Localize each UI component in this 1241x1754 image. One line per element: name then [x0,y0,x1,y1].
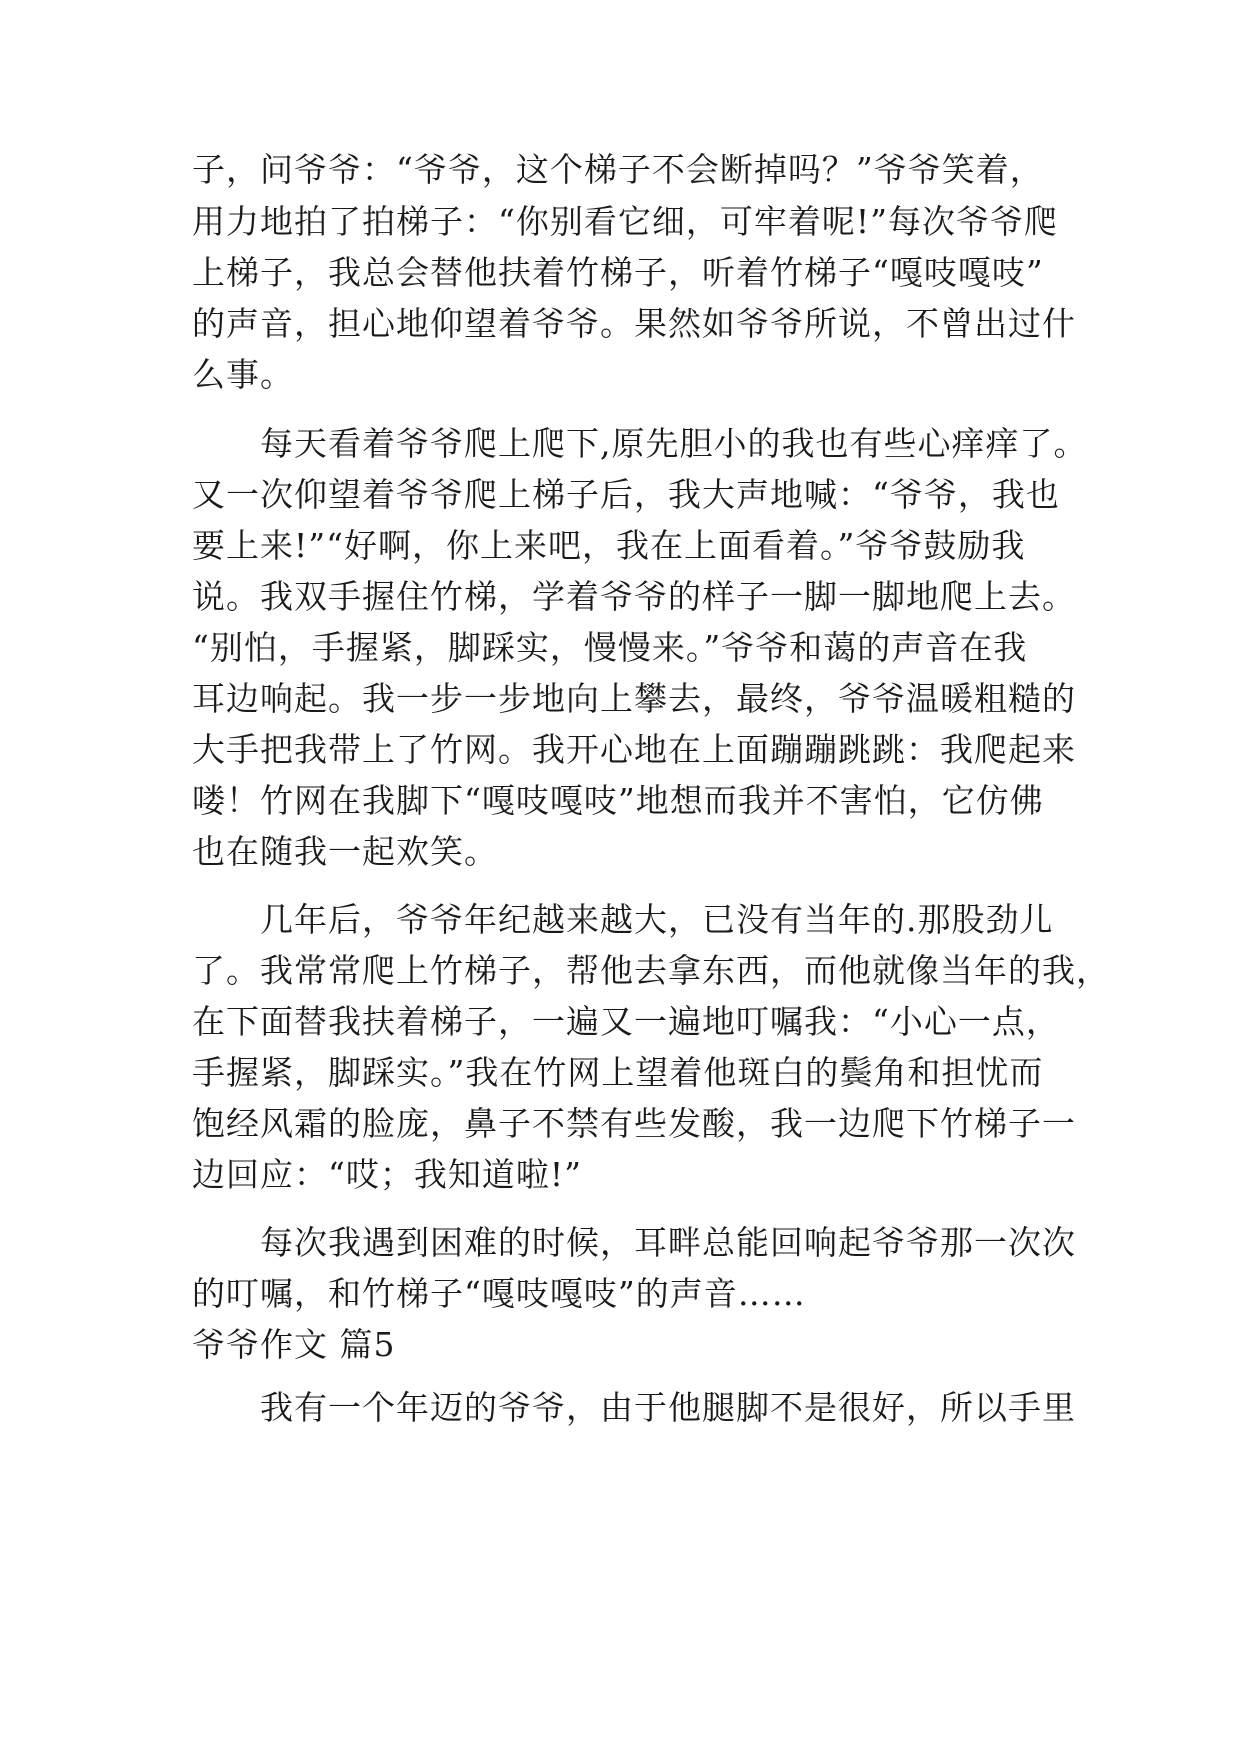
text-line: 边回应：“哎；我知道啦!” [192,1155,583,1194]
text-line: 了。我常常爬上竹梯子，帮他去拿东西，而他就像当年的我， [192,951,1110,990]
text-line: 的叮嘱，和竹梯子“嘎吱嘎吱”的声音…… [192,1274,806,1313]
text-line: 用力地拍了拍梯子：“你别看它细，可牢着呢!”每次爷爷爬 [192,202,1059,241]
text-line: 的声音，担心地仰望着爷爷。果然如爷爷所说，不曾出过什 [192,304,1076,343]
text-line: 每次我遇到困难的时候，耳畔总能回响起爷爷那一次次 [192,1223,1076,1262]
section-heading: 爷爷作文 篇5 [192,1325,396,1364]
text-line: 每天看着爷爷爬上爬下,原先胆小的我也有些心痒痒了。 [192,424,1088,463]
text-line: 耳边响起。我一步一步地向上攀去，最终，爷爷温暖粗糙的 [192,679,1076,718]
text-line: 喽！竹网在我脚下“嘎吱嘎吱”地想而我并不害怕，它仿佛 [192,781,1044,820]
text-line: 说。我双手握住竹梯，学着爷爷的样子一脚一脚地爬上去。 [192,577,1076,616]
text-line: 上梯子，我总会替他扶着竹梯子，听着竹梯子“嘎吱嘎吱” [192,253,1044,292]
text-line: 要上来!”“好啊，你上来吧，我在上面看着。”爷爷鼓励我 [192,526,1026,565]
text-line: 我有一个年迈的爷爷，由于他腿脚不是很好，所以手里 [192,1388,1076,1427]
text-line: 子，问爷爷：“爷爷，这个梯子不会断掉吗？”爷爷笑着， [192,150,1044,189]
text-line: 大手把我带上了竹网。我开心地在上面蹦蹦跳跳：我爬起来 [192,730,1076,769]
text-line: 也在随我一起欢笑。 [192,832,498,871]
text-line: 手握紧，脚踩实。”我在竹网上望着他斑白的鬓角和担忧而 [192,1053,1044,1092]
text-line: 几年后，爷爷年纪越来越大，已没有当年的.那股劲儿 [192,900,1054,939]
text-line: “别怕，手握紧，脚踩实，慢慢来。”爷爷和蔼的声音在我 [192,628,1028,667]
text-line: 在下面替我扶着梯子，一遍又一遍地叮嘱我：“小心一点， [192,1002,1060,1041]
text-line: 又一次仰望着爷爷爬上梯子后，我大声地喊：“爷爷，我也 [192,475,1060,514]
text-line: 饱经风霜的脸庞，鼻子不禁有些发酸，我一边爬下竹梯子一 [192,1104,1076,1143]
text-line: 么事。 [192,355,294,394]
